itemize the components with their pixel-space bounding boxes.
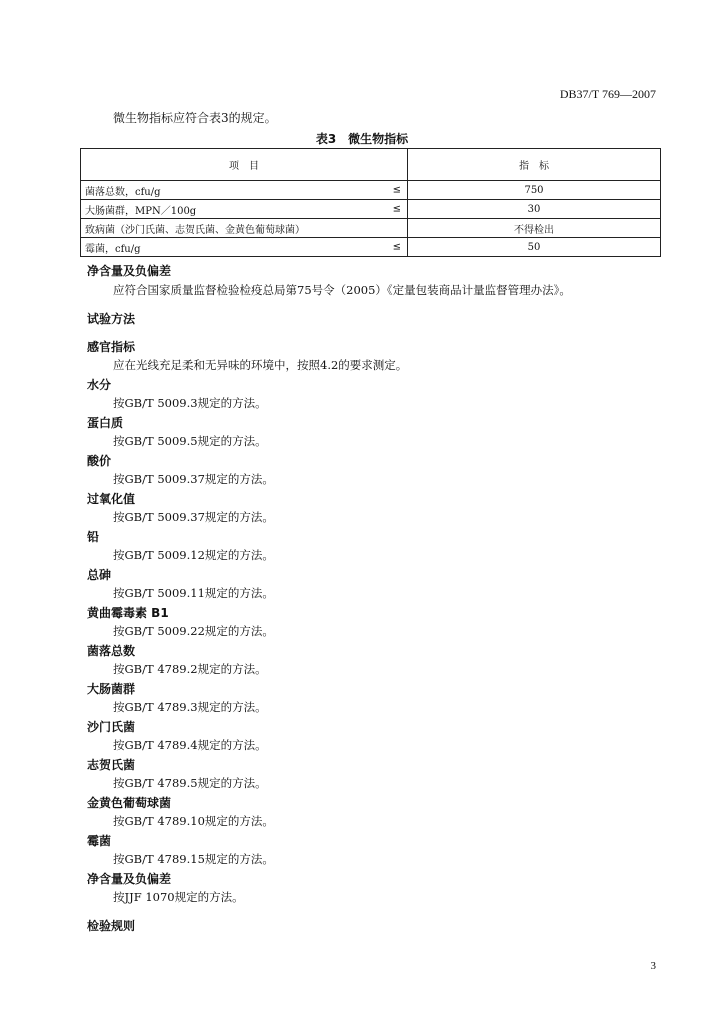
section-heading: 净含量及负偏差	[87, 264, 172, 278]
row-item-cell	[81, 181, 408, 200]
document-code: DB37/T 769—2007	[559, 87, 656, 101]
row-item-cell	[81, 200, 408, 219]
section-text: 按GB/T 4789.15规定的方法。	[113, 852, 274, 866]
row-item-label: 致病菌（沙门氏菌、志贺氏菌、金黄色葡萄球菌）	[85, 224, 305, 236]
row-value: 30	[408, 200, 661, 219]
header-value: 指 标	[408, 149, 661, 181]
section-heading: 志贺氏菌	[87, 758, 136, 772]
row-value: 750	[408, 181, 661, 200]
row-value: 不得检出	[408, 219, 661, 238]
section-heading: 铅	[87, 530, 100, 544]
section-text: 按GB/T 5009.37规定的方法。	[113, 472, 274, 486]
section-heading: 试验方法	[87, 312, 136, 326]
section-heading: 感官指标	[87, 340, 136, 354]
row-item-label: 霉菌，cfu/g	[85, 243, 141, 255]
header-item: 项 目	[81, 149, 408, 181]
section-heading: 水分	[87, 378, 112, 392]
section-text: 按JJF 1070规定的方法。	[113, 890, 244, 904]
section-heading: 大肠菌群	[87, 682, 136, 696]
row-value: 50	[408, 238, 661, 257]
microbiology-table	[80, 148, 661, 257]
section-text: 按GB/T 4789.5规定的方法。	[113, 776, 267, 790]
section-text: 按GB/T 5009.5规定的方法。	[113, 434, 267, 448]
section-heading: 总砷	[87, 568, 112, 582]
section-text: 按GB/T 5009.37规定的方法。	[113, 510, 274, 524]
section-heading: 沙门氏菌	[87, 720, 136, 734]
section-heading: 黄曲霉毒素 B1	[87, 606, 169, 620]
table-header-row	[81, 149, 661, 181]
section-text: 按GB/T 5009.22规定的方法。	[113, 624, 274, 638]
section-heading: 酸价	[87, 454, 112, 468]
section-text: 按GB/T 4789.2规定的方法。	[113, 662, 267, 676]
section-text: 按GB/T 5009.3规定的方法。	[113, 396, 267, 410]
table-caption: 表3 微生物指标	[315, 132, 409, 146]
section-heading: 金黄色葡萄球菌	[87, 796, 172, 810]
section-text: 按GB/T 5009.11规定的方法。	[113, 586, 274, 600]
row-item-cell	[81, 219, 408, 238]
section-text: 按GB/T 4789.10规定的方法。	[113, 814, 274, 828]
section-text: 应符合国家质量监督检验检疫总局第75号令（2005）《定量包装商品计量监督管理办法》。	[113, 283, 571, 297]
row-item-label: 大肠菌群，MPN／100g	[85, 205, 197, 217]
section-text: 应在光线充足柔和无异味的环境中，按照4.2的要求测定。	[113, 358, 408, 372]
section-heading: 过氧化值	[87, 492, 136, 506]
section-heading: 净含量及负偏差	[87, 872, 172, 886]
section-heading: 蛋白质	[87, 416, 124, 430]
section-text: 按GB/T 4789.4规定的方法。	[113, 738, 267, 752]
le-operator: ≤	[392, 241, 401, 253]
table-row	[81, 238, 661, 257]
le-operator: ≤	[392, 203, 401, 215]
table-row	[81, 200, 661, 219]
page-number: 3	[650, 960, 656, 972]
intro-paragraph: 微生物指标应符合表3的规定。	[113, 111, 277, 125]
section-text: 按GB/T 5009.12规定的方法。	[113, 548, 274, 562]
table-row	[81, 219, 661, 238]
table-row	[81, 181, 661, 200]
le-operator: ≤	[392, 184, 401, 196]
section-text: 按GB/T 4789.3规定的方法。	[113, 700, 267, 714]
section-heading: 霉菌	[87, 834, 112, 848]
section-heading: 检验规则	[87, 919, 136, 933]
section-heading: 菌落总数	[87, 644, 136, 658]
row-item-label: 菌落总数，cfu/g	[85, 186, 161, 198]
row-item-cell	[81, 238, 408, 257]
